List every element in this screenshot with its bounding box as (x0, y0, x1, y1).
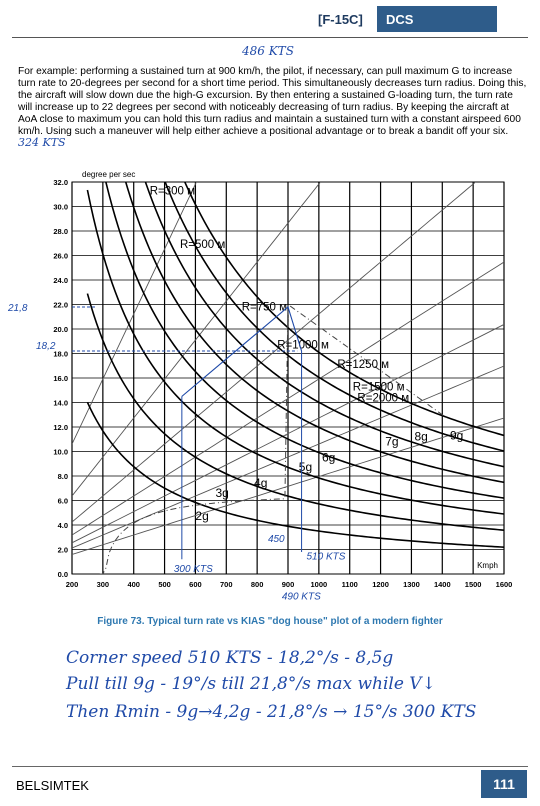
x-tick-label: 600 (189, 580, 202, 589)
paragraph-text: For example: performing a sustained turn at 900 km/h, the pilot, if necessary, can pull maximum G to increase turn rate to 20-degrees per second for a short time period. This simultaneously decreases turn radius. Doing this, the aircraft will slow down due the high-G excursion. By then entering a sustained G-loading turn, the turn rate will increase up to 22 degrees per second with noticeably decreasing of turn radius. By keeping the aircraft at AoA close to maximum you can hold this turn radius and maintain a sustained turn with a constant airspeed 600 km/h. Using such a maneuver will help either achieve a positional advantage or to break a bandit off your six. (18, 66, 527, 137)
y-tick-label: 28.0 (53, 227, 68, 236)
y-tick-label: 16.0 (53, 374, 68, 383)
footer-brand: BELSIMTEK (16, 778, 89, 793)
x-tick-label: 300 (96, 580, 110, 589)
load-factor-label: 9g (450, 428, 464, 443)
y-tick-label: 20.0 (53, 325, 68, 334)
x-tick-label: 1500 (464, 580, 482, 589)
handwritten-kts-para: 324 KTS (18, 136, 66, 150)
radius-label: R=2000 м (357, 392, 410, 405)
y-tick-label: 14.0 (53, 398, 68, 408)
radius-label: R=1000 м (277, 339, 329, 352)
y-tick-label: 24.0 (53, 276, 68, 285)
y-tick-label: 30.0 (53, 202, 68, 212)
y-tick-label: 18.0 (53, 349, 68, 359)
handwritten-kts-top: 486 KTS (242, 44, 294, 58)
x-tick-label: 1000 (310, 580, 328, 589)
y-tick-label: 8.0 (57, 472, 68, 481)
body-paragraph (18, 66, 528, 150)
load-factor-label: 2g (195, 509, 209, 524)
y-tick-label: 12.0 (53, 423, 68, 432)
footer-divider (12, 766, 528, 767)
x-tick-label: 400 (127, 580, 140, 589)
hand-label-x_300: 300 KTS (173, 564, 213, 575)
radius-label: R=750 м (241, 301, 288, 314)
y-tick-label: 26.0 (53, 251, 68, 261)
load-factor-label: 8g (414, 429, 428, 444)
load-factor-label: 4g (254, 476, 268, 491)
handwritten-note-2: Pull till 9g - 19°/s till 21,8°/s max while V↓ (66, 674, 436, 694)
x-tick-label: 500 (158, 580, 171, 589)
hand-label-y_18: 18,2 (36, 341, 56, 353)
y-axis-label: degree per sec (82, 170, 136, 179)
page-number: 111 (481, 770, 527, 798)
manual-title: [F-15C] (318, 12, 363, 27)
header-divider (12, 37, 528, 38)
handwritten-note-1: Corner speed 510 KTS - 18,2°/s - 8,5g (66, 648, 394, 668)
x-tick-label: 200 (65, 580, 79, 589)
section-badge (377, 6, 497, 32)
y-tick-label: 0.0 (57, 570, 68, 579)
radius-label: R=1500 м (352, 381, 405, 394)
hand-label-y_21: 21,8 (8, 302, 28, 314)
x-tick-label: 800 (250, 580, 264, 589)
hand-label-x_510: 510 KTS (306, 551, 346, 563)
x-tick-label: 1100 (341, 580, 358, 589)
y-tick-label: 4.0 (57, 521, 68, 530)
hand-label-x_450: 450 (267, 534, 285, 546)
radius-label: R=1250 м (337, 359, 390, 372)
radius-label: R=300 м (149, 185, 196, 198)
section-label: DCS (386, 12, 414, 27)
x-tick-label: 1600 (495, 580, 513, 589)
y-tick-label: 22.0 (53, 300, 68, 310)
x-tick-label: 700 (220, 580, 233, 589)
x-tick-label: 900 (281, 580, 295, 589)
load-factor-label: 3g (215, 485, 229, 500)
load-factor-label: 5g (298, 460, 313, 475)
load-factor-label: 7g (385, 434, 399, 449)
turn-rate-chart (0, 168, 540, 608)
y-tick-label: 2.0 (57, 545, 68, 555)
x-tick-label: 1200 (372, 580, 389, 589)
figure-caption: Figure 73. Typical turn rate vs KIAS "dog house" plot of a modern fighter (97, 616, 443, 627)
x-tick-label: 1400 (433, 580, 451, 589)
y-axis-tick-labels (53, 178, 68, 579)
handwritten-note-3: Then Rmin - 9g→4,2g - 21,8°/s → 15°/s 300 KTS (66, 702, 477, 722)
y-tick-label: 6.0 (57, 496, 68, 506)
y-tick-label: 32.0 (53, 178, 68, 187)
hand-label-x_490: 490 KTS (281, 591, 321, 603)
radius-label: R=500 м (180, 239, 226, 252)
load-factor-label: 6g (321, 450, 336, 465)
x-axis-tick-labels (66, 580, 513, 589)
x-tick-label: 1300 (403, 580, 420, 589)
x-axis-label: Kmph (477, 561, 498, 570)
y-tick-label: 10.0 (53, 447, 68, 457)
